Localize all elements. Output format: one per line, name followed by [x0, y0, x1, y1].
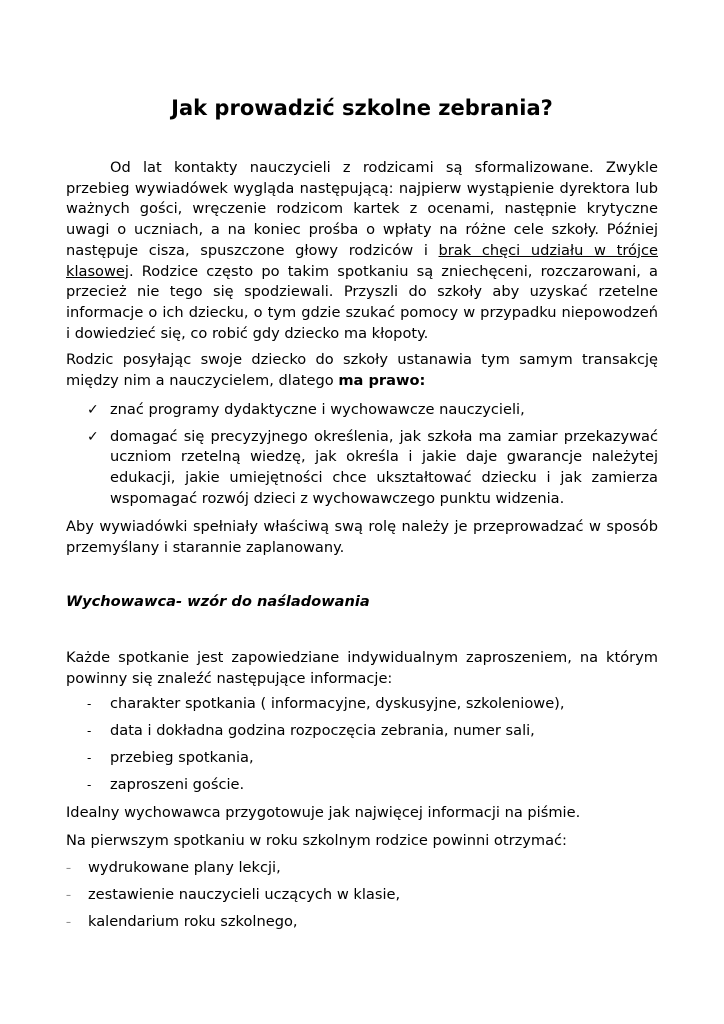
intro-underlined-phrase: brak chęci udziału w trójce klasowej — [66, 241, 659, 280]
intro-text-after-link: . Rodzice często po takim spotkaniu są zniechęceni, rozczarowani, a przecież nie tego się spodziewali. Przyszli do szkoły aby uzyskać rzetelne informacje o ich dziecku, o tym gdzie szukać pomocy w przypadku niepowodzeń i dowiedzieć się, co robić gdy dziecko ma kłopoty. — [66, 262, 658, 342]
list-item — [66, 721, 658, 748]
closing-paragraph: Aby wywiadówki spełniały właściwą swą rolę należy je przeprowadzać w sposób przemyślany i starannie zaplanowany. — [66, 518, 658, 556]
invitation-item-text: zaproszeni goście. — [110, 776, 245, 793]
section-heading: Wychowawca- wzór do naśladowania — [66, 593, 370, 610]
dash-bullet-icon: – — [66, 863, 71, 874]
dash-bullet-icon: – — [66, 917, 71, 928]
first-meeting-item-text: wydrukowane plany lekcji, — [88, 859, 281, 876]
dash-bullet-icon: - — [87, 778, 92, 792]
document-title: Jak prowadzić szkolne zebrania? — [171, 96, 553, 120]
ideal-teacher-paragraph: Idealny wychowawca przygotowuje jak najwięcej informacji na piśmie. — [66, 804, 581, 821]
rights-list — [66, 400, 658, 510]
intro-text-before-link: Od lat kontakty nauczycieli z rodzicami są sformalizowane. Zwykle przebieg wywiadówek wygląda następującą: najpierw wystąpienie dyrektora lub ważnych gości, wręczenie rodzicom kartek z ocenami, następnie krytyczne uwagi o uczniach, a na koniec prośba o wpłaty na różne cele szkoły. Później następuje cisza, spuszczone głowy rodziców i — [66, 159, 658, 259]
rights-item-text: znać programy dydaktyczne i wychowawcze nauczycieli, — [110, 401, 525, 418]
invitation-intro-paragraph: Każde spotkanie jest zapowiedziane indywidualnym zaproszeniem, na którym powinny się znaleźć następujące informacje: — [66, 649, 658, 687]
first-meeting-item-text: kalendarium roku szkolnego, — [88, 913, 298, 930]
rights-intro-bold: ma prawo: — [338, 371, 426, 389]
checkmark-icon: ✓ — [87, 428, 99, 445]
invitation-item-text: data i dokładna godzina rozpoczęcia zebrania, numer sali, — [110, 722, 535, 739]
rights-intro-paragraph — [66, 350, 658, 391]
list-item — [66, 400, 658, 421]
list-item — [66, 427, 658, 510]
rights-intro-text: Rodzic posyłając swoje dziecko do szkoły ustanawia tym samym transakcję między nim a nauczycielem, dlatego — [66, 351, 658, 389]
invitation-item-text: przebieg spotkania, — [110, 749, 254, 766]
list-item — [66, 775, 658, 802]
list-item — [66, 912, 658, 939]
dash-bullet-icon: – — [66, 890, 71, 901]
list-item — [66, 885, 658, 912]
intro-paragraph — [66, 158, 658, 344]
dash-bullet-icon: - — [87, 697, 92, 711]
dash-bullet-icon: - — [87, 751, 92, 765]
dash-bullet-icon: - — [87, 724, 92, 738]
invitation-item-text: charakter spotkania ( informacyjne, dyskusyjne, szkoleniowe), — [110, 695, 565, 712]
first-meeting-list — [66, 858, 658, 939]
first-meeting-paragraph: Na pierwszym spotkaniu w roku szkolnym rodzice powinni otrzymać: — [66, 832, 567, 849]
first-meeting-item-text: zestawienie nauczycieli uczących w klasie, — [88, 886, 401, 903]
rights-item-text: domagać się precyzyjnego określenia, jak szkoła ma zamiar przekazywać uczniom rzetelną wiedzę, jak określa i jakie daje gwarancje należytej edukacji, jakie umiejętności chce ukształtować dziecku i jak zamierza wspomagać rozwój dzieci z wychowawczego punktu widzenia. — [110, 427, 658, 507]
invitation-list — [66, 694, 658, 802]
list-item — [66, 858, 658, 885]
list-item — [66, 694, 658, 721]
list-item — [66, 748, 658, 775]
checkmark-icon: ✓ — [87, 402, 99, 418]
